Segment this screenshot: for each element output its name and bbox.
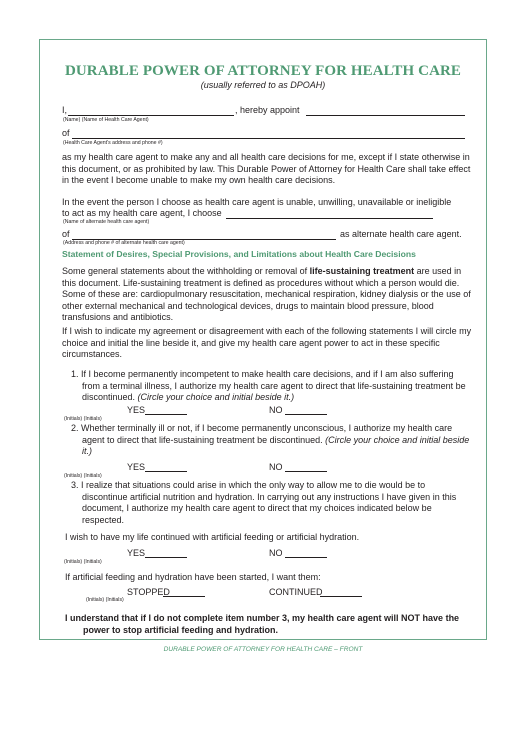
- wish-continued-line: I wish to have my life continued with artificial feeding or artificial hydration.: [65, 532, 360, 542]
- statement-3: 3. I realize that situations could arise in which the only way to allow me to die would be to discontinue artificial nutrition and hydration. In carrying out any instructions I have given in this document, I authorize my health care agent to direct that my choices indicated below be respected.: [71, 480, 457, 525]
- initials-sublabel-2: (Initials) (Initials): [64, 473, 102, 479]
- no-label-3[interactable]: NO: [269, 548, 283, 558]
- initials-sublabel-3: (Initials) (Initials): [64, 559, 102, 565]
- yes-label-3[interactable]: YES: [127, 548, 146, 558]
- no-initial-field-2[interactable]: [285, 471, 327, 472]
- stopped-label[interactable]: STOPPED: [127, 587, 170, 597]
- understand-line-2: power to stop artificial feeding and hydration.: [83, 625, 279, 635]
- no-label-2[interactable]: NO: [269, 462, 283, 472]
- agent-name-field[interactable]: [306, 115, 465, 116]
- agent-address-field[interactable]: [72, 138, 465, 139]
- statement-1: 1. If I become permanently incompetent to make health care decisions, and if I am also suffering from a terminal illness, I authorize my health care agent to direct that life-sustaining treatment be discontinued. (Circle your choice and initial beside it.): [71, 369, 466, 403]
- yes-initial-field-2[interactable]: [145, 471, 187, 472]
- initials-sublabel-1: (Initials) (Initials): [64, 416, 102, 422]
- i-label: I,: [62, 105, 68, 115]
- address-sublabel: (Health Care Agent's address and phone #): [63, 140, 163, 146]
- life-sustaining-paragraph: Some general statements about the withholding or removal of life-sustaining treatment are used in this document. Life-sustaining treatment is defined as procedures without which a person would die. Some of these are: cardiopulmonary resuscitation, mechanical respiration, kidney dialysis or the use of other external mechanical and technological devices, drugs to maintain blood pressure, blood transfusions and antibiotics.: [62, 266, 471, 323]
- started-line: If artificial feeding and hydration have been started, I want them:: [65, 572, 321, 582]
- no-initial-field-3[interactable]: [285, 557, 327, 558]
- stopped-initial-field[interactable]: [163, 596, 205, 597]
- alternate-of-label: of: [62, 229, 70, 239]
- statement-2: 2. Whether terminally ill or not, if I become permanently unconscious, I authorize my health care agent to direct that life-sustaining treatment be discontinued. (Circle your choice and initial beside it.): [71, 423, 470, 457]
- of-label: of: [62, 128, 70, 138]
- name-field[interactable]: [68, 115, 234, 116]
- continued-initial-field[interactable]: [320, 596, 362, 597]
- initials-sublabel-4: (Initials) (Initials): [86, 597, 124, 603]
- understand-line-1: I understand that if I do not complete item number 3, my health care agent will NOT have the: [65, 613, 460, 623]
- no-label-1[interactable]: NO: [269, 405, 283, 415]
- alternate-text-line1: In the event the person I choose as health care agent is unable, unwilling, unavailable or ineligible: [62, 197, 452, 207]
- alternate-name-sublabel: (Name of alternate health care agent): [63, 219, 150, 225]
- as-alternate-label: as alternate health care agent.: [340, 229, 462, 239]
- document-subtitle: (usually referred to as DPOAH): [200, 80, 326, 90]
- alternate-address-sublabel: (Address and phone # of alternate health care agent): [63, 240, 185, 246]
- hereby-appoint-label: , hereby appoint: [235, 105, 300, 115]
- yes-initial-field-1[interactable]: [145, 414, 187, 415]
- yes-label-1[interactable]: YES: [127, 405, 146, 415]
- section-heading: Statement of Desires, Special Provisions, and Limitations about Health Care Decisions: [62, 249, 416, 259]
- no-initial-field-1[interactable]: [285, 414, 327, 415]
- instructions-paragraph: If I wish to indicate my agreement or disagreement with each of the following statements I will circle my choice and initial the line beside it, and give my health care agent power to act in these specific circumstances.: [62, 326, 472, 360]
- continued-label[interactable]: CONTINUED: [269, 587, 323, 597]
- yes-label-2[interactable]: YES: [127, 462, 146, 472]
- name-sublabel: (Name) (Name of Health Care Agent): [63, 117, 149, 123]
- document-title: DURABLE POWER OF ATTORNEY FOR HEALTH CARE: [64, 63, 462, 79]
- alternate-name-field[interactable]: [226, 218, 433, 219]
- yes-initial-field-3[interactable]: [145, 557, 187, 558]
- page-footer: DURABLE POWER OF ATTORNEY FOR HEALTH CARE – FRONT: [163, 646, 363, 653]
- alternate-text-line2: to act as my health care agent, I choose: [62, 208, 222, 218]
- agent-powers-paragraph: as my health care agent to make any and all health care decisions for me, except if I state otherwise in this document, or as prohibited by law. This Durable Power of Attorney for Health Care shall take effect in the event I become unable to make my own health care decisions.: [62, 152, 471, 186]
